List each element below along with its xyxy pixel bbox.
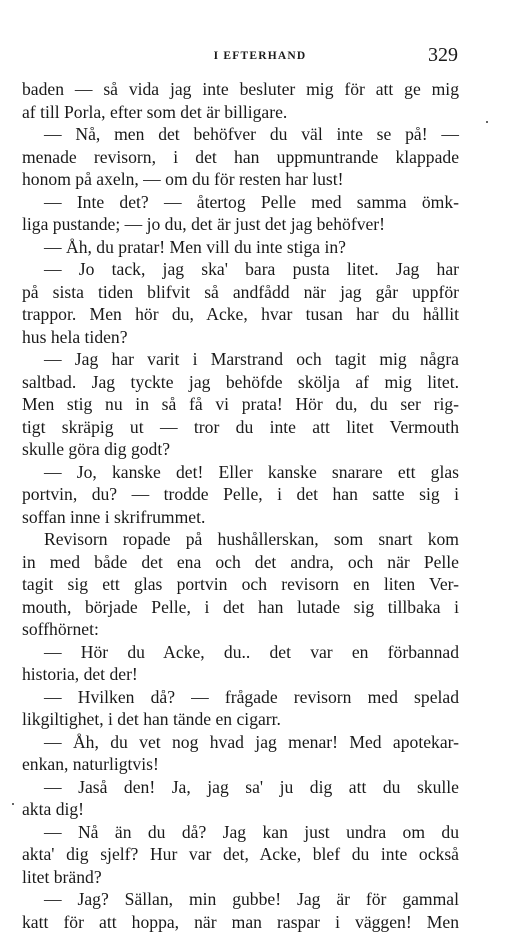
text-line: — Åh, du vet nog hvad jag menar! Med apotekar- <box>22 731 459 754</box>
print-speck <box>12 803 14 805</box>
text-body <box>22 78 459 933</box>
text-line: — Jag? Sällan, min gubbe! Jag är för gammal <box>22 888 459 911</box>
text-line: liga pustande; — jo du, det är just det jag behöfver! <box>22 213 459 236</box>
text-line: soffan inne i skrifrummet. <box>22 506 459 529</box>
text-line: trappor. Men hör du, Acke, hvar tusan har du hållit <box>22 303 459 326</box>
text-line: mouth, började Pelle, i det han lutade sig tillbaka i <box>22 596 459 619</box>
text-line: Revisorn ropade på hushållerskan, som snart kom <box>22 528 459 551</box>
text-line: tigt skräpig ut — tror du inte att litet Vermouth <box>22 416 459 439</box>
text-line: — Nå, men det behöfver du väl inte se på! — <box>22 123 459 146</box>
text-line: portvin, du? — trodde Pelle, i det han satte sig i <box>22 483 459 506</box>
text-line: in med både det ena och det andra, och när Pelle <box>22 551 459 574</box>
text-line: litet bränd? <box>22 866 459 889</box>
text-line: saltbad. Jag tyckte jag behöfde skölja af mig litet. <box>22 371 459 394</box>
text-line: hus hela tiden? <box>22 326 459 349</box>
text-line: historia, det der! <box>22 663 459 686</box>
text-line: — Inte det? — återtog Pelle med samma ömk- <box>22 191 459 214</box>
text-line: — Jo, kanske det! Eller kanske snarare ett glas <box>22 461 459 484</box>
text-line: akta dig! <box>22 798 459 821</box>
text-line: akta' dig sjelf? Hur var det, Acke, blef du inte också <box>22 843 459 866</box>
text-line: — Åh, du pratar! Men vill du inte stiga in? <box>22 236 459 259</box>
text-line: enkan, naturligtvis! <box>22 753 459 776</box>
text-line: — Hör du Acke, du.. det var en förbannad <box>22 641 459 664</box>
text-line: baden — så vida jag inte besluter mig för att ge mig <box>22 78 459 101</box>
text-line: likgiltighet, i det han tände en cigarr. <box>22 708 459 731</box>
text-line: — Nå än du då? Jag kan just undra om du <box>22 821 459 844</box>
text-line: på sista tiden blifvit så andfådd när jag går uppför <box>22 281 459 304</box>
text-line: honom på axeln, — om du för resten har lust! <box>22 168 459 191</box>
text-line: soffhörnet: <box>22 618 459 641</box>
text-line: menade revisorn, i det han uppmuntrande klappade <box>22 146 459 169</box>
text-line: skulle göra dig godt? <box>22 438 459 461</box>
text-line: tagit sig ett glas portvin och revisorn en liten Ver- <box>22 573 459 596</box>
text-line: — Hvilken då? — frågade revisorn med spelad <box>22 686 459 709</box>
text-line: — Jag har varit i Marstrand och tagit mig några <box>22 348 459 371</box>
text-line: af till Porla, efter som det är billigare. <box>22 101 459 124</box>
text-line: — Jaså den! Ja, jag sa' ju dig att du skulle <box>22 776 459 799</box>
running-head <box>0 44 520 68</box>
text-line: Men stig nu in så få vi prata! Hör du, du ser rig- <box>22 393 459 416</box>
text-line: — Jo tack, jag ska' bara pusta litet. Jag har <box>22 258 459 281</box>
text-line: katt för att hoppa, när man raspar i väggen! Men <box>22 911 459 933</box>
running-title: I EFTERHAND <box>0 50 520 62</box>
page-number: 329 <box>428 44 458 67</box>
print-speck <box>486 121 488 123</box>
